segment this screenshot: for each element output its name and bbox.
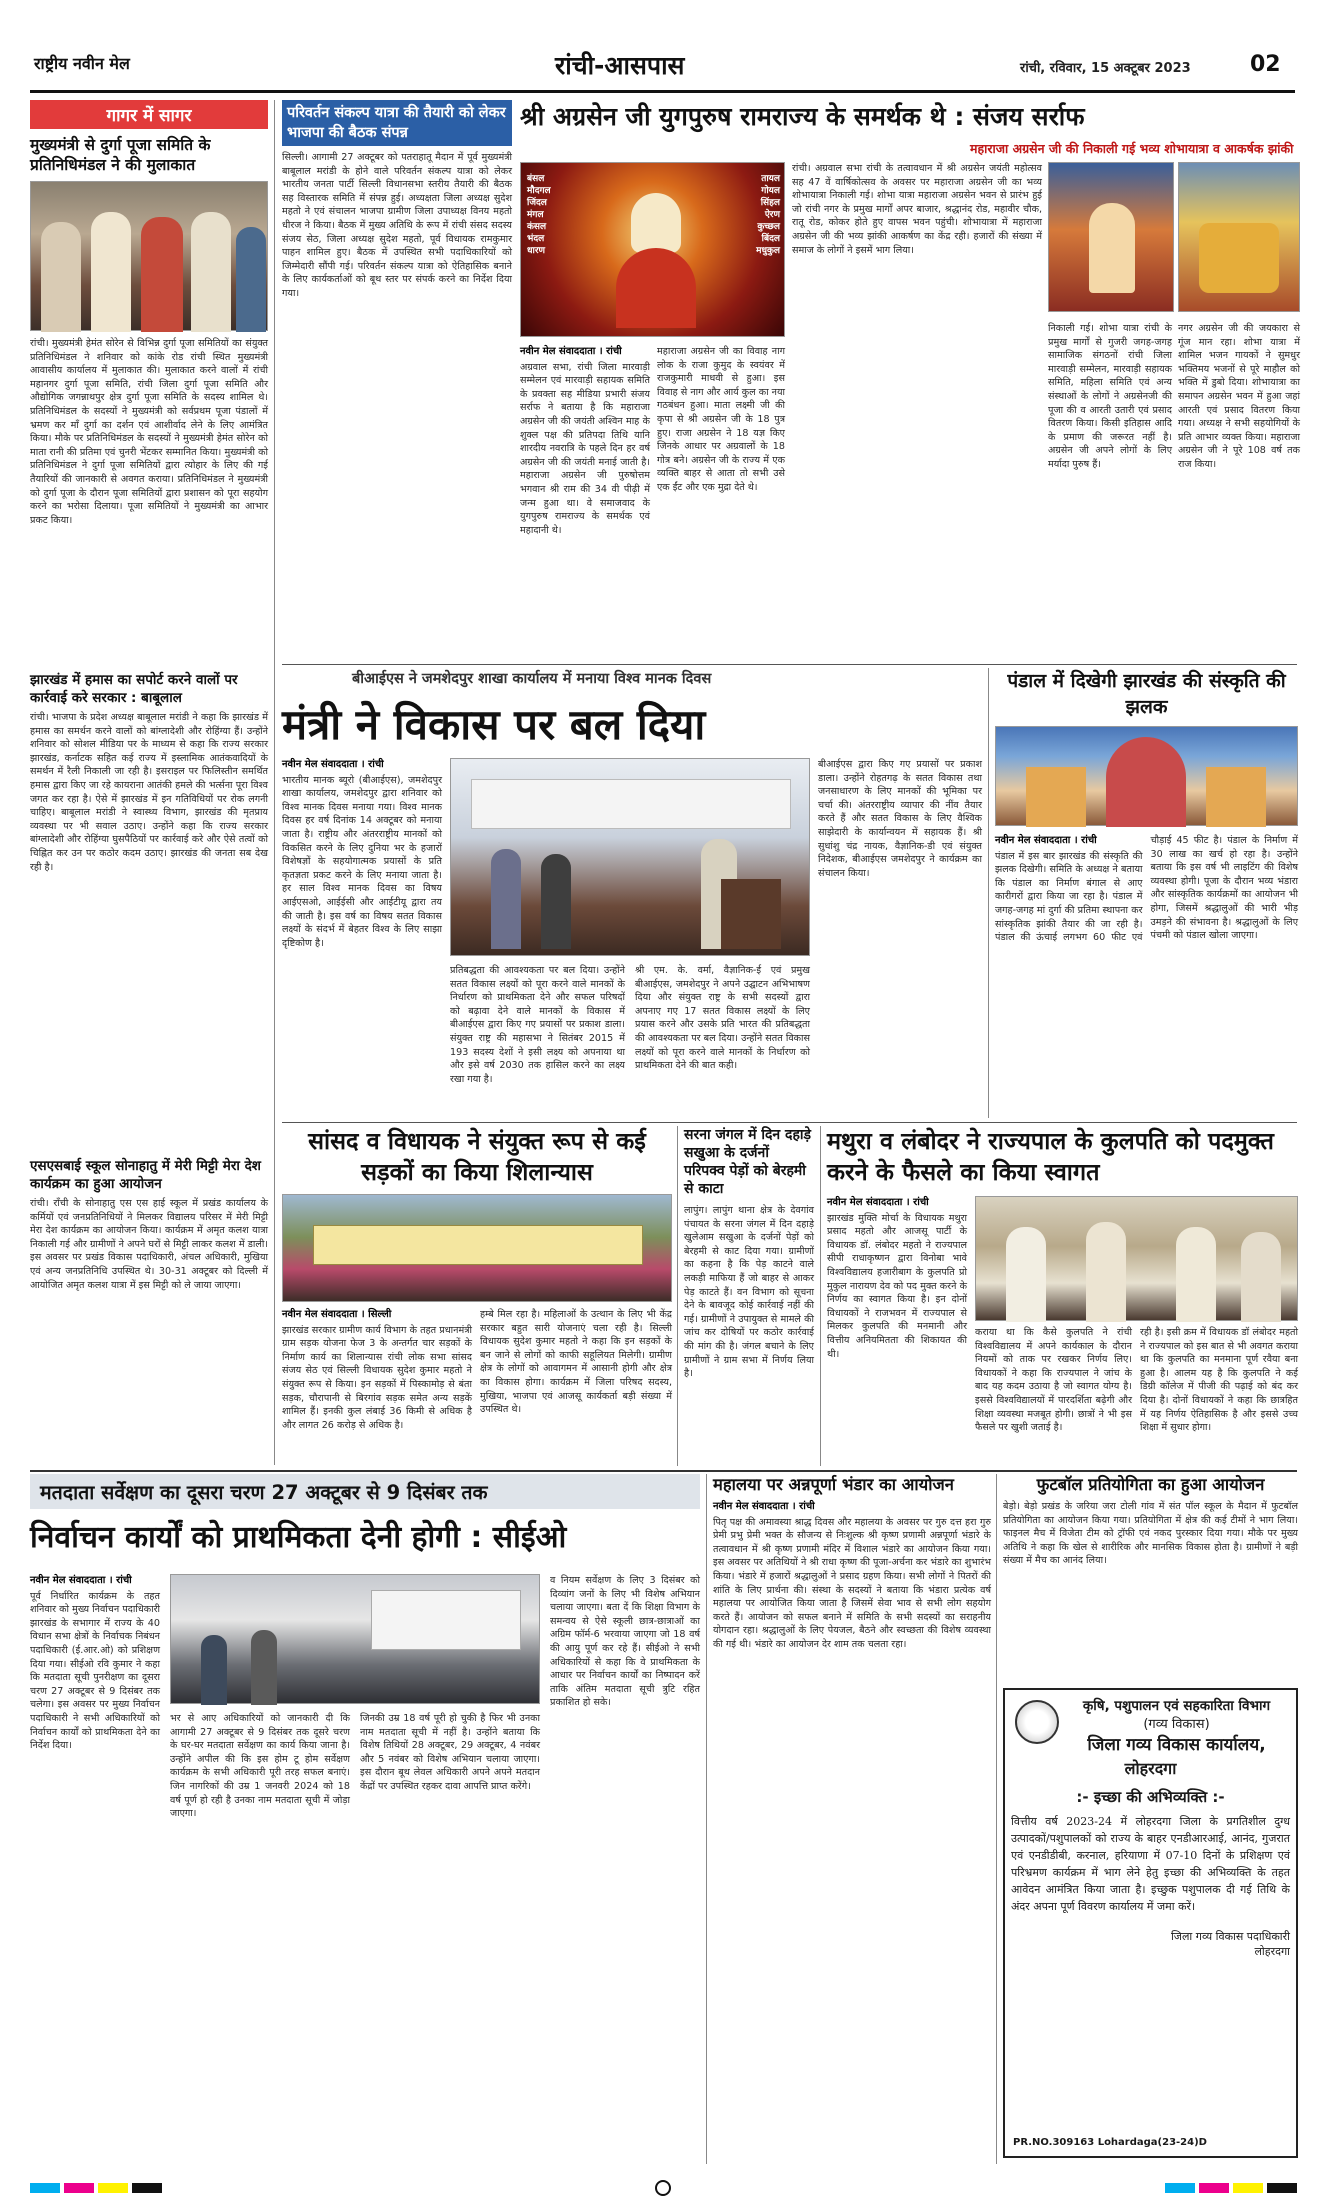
page-number: 02 <box>1250 52 1281 77</box>
registration-mark-icon <box>655 2180 671 2196</box>
matdata-band: मतदाता सर्वेक्षण का दूसरा चरण 27 अक्टूबर से 9 दिसंबर तक <box>30 1474 700 1509</box>
parivartan-story <box>282 100 516 660</box>
annapurna-text <box>713 1500 995 2155</box>
bis-text-3: श्री एम. के. वर्मा, वैज्ञानिक-ई एवं प्रमुख बीआईएस, जमशेदपुर ने अपने उद्घाटन अभिभाषण दिया और संयुक्त राष्ट्र के सभी सदस्यों द्वारा अपनाए गए 17 सतत विकास लक्ष्यों के लिए प्रयास करने और उसके प्रति भारत की प्रतिबद्धता की आवश्यकता पर बल दिया। उन्होंने सतत विकास लक्ष्यों को पूरा करने वाले मानकों के निर्धारण को प्राथमिकता देने की बात कही। <box>635 965 814 1072</box>
annapurna-story <box>713 1474 995 2164</box>
parivartan-headline: परिवर्तन संकल्प यात्रा की तैयारी को लेकर भाजपा की बैठक संपन्न <box>282 100 512 146</box>
agrasen-text-2: महाराजा अग्रसेन जी का विवाह नाग लोक के राजा कुमुद के स्वयंवर में राजकुमारी माधवी से हुआ। इस विवाह से नाग और आर्य कुल का नया गठबंधन हुआ। माता लक्ष्मी जी की कृपा से श्री अग्रसेन जी के 18 पुत्र हुए। राजा अग्रसेन ने 18 यज्ञ किए जिनके आधार पर अग्रवालों के 18 गोत्र बने। अग्रसेन जी के राज्य में एक व्यक्ति बाहर से आता तो सभी उसे एक ईंट और एक मुद्रा देते थे। <box>657 346 789 493</box>
pandal-headline: पंडाल में दिखेगी झारखंड की संस्कृति की झलक <box>1007 670 1286 718</box>
gotra-list-left: बंसल मौदगल जिंदल मंगल कंसल भंदल धारण <box>527 174 551 256</box>
color-registration-strip <box>30 2180 1297 2196</box>
masthead-rule <box>30 90 1295 93</box>
agrasen-idol-photo <box>520 162 785 337</box>
ad-org-3: जिला गव्य विकास कार्यालय, <box>1087 1735 1266 1755</box>
agrasen-headline: श्री अग्रसेन जी युगपुरुष रामराज्य के समर्थक थे : संजय सर्राफ <box>520 102 1085 131</box>
mathura-story <box>827 1126 1302 1466</box>
left-story-2-text: रांची। भाजपा के प्रदेश अध्यक्ष बाबूलाल मरांडी ने कहा कि झारखंड में हमास का समर्थन करने वालों को बांग्लादेशी और रोहिंग्या हैं। उन्होंने शनिवार को सोशल मीडिया पर के माध्यम से कहा कि राज्य सरकार झारखंड, कर्नाटक सहित कई राज्य में इस्लामिक आतंकवादियों के समर्थन में रैली निकाली जा रही है। इसराइल पर फिलिस्तीन समर्थित हमास द्वारा किए जा रहे कायराना आतंकी हमले की भर्त्सना पूरा विश्व जगत कर रहा है। ऐसे में झारखंड में इन गतिविधियों पर रोक लगनी चाहिए। बाबूलाल मरांडी ने स्वास्थ्य विभाग, झारखंड की मृतप्राय व्यवस्था पर भी सवाल उठाए। उन्होंने कहा कि राज्य सरकार बांग्लादेशी और रोहिंग्या घुसपैठियों पर कार्रवाई करे और ऐसे तत्वों को चिह्नित कर उन पर कठोर कदम उठाए। झारखंड की जनता सब देख रही है। <box>30 712 272 873</box>
ad-pr-number: PR.NO.309163 Lohardaga(23-24)D <box>1013 2137 1207 2148</box>
left-column <box>30 100 272 1470</box>
bis-story <box>282 668 986 1118</box>
saranda-story <box>684 1126 818 1466</box>
cm-meeting-photo <box>30 181 268 331</box>
top-section-rule <box>282 664 1297 665</box>
pandal-credit: नवीन मेल संवाददाता । रांची <box>995 835 1097 846</box>
left-headline-1: मुख्यमंत्री से दुर्गा पूजा समिति के प्रतिनिधिमंडल ने की मुलाकात <box>30 136 211 174</box>
agrasen-text-1 <box>520 345 654 655</box>
agrasen-credit: नवीन मेल संवाददाता । रांची <box>520 346 622 357</box>
football-story <box>1003 1474 1302 1679</box>
sansad-headline: सांसद व विधायक ने संयुक्त रूप से कई सड़कों का किया शिलान्यास <box>308 1127 646 1186</box>
gagar-band: गागर में सागर <box>30 100 268 129</box>
ad-sign-1: जिला गव्य विकास पदाधिकारी <box>1170 1930 1290 1943</box>
dateline: रांची, रविवार, 15 अक्टूबर 2023 <box>1020 61 1191 76</box>
mathura-paragraph-1: झारखंड मुक्ति मोर्चा के विधायक मथुरा प्रसाद महतो और आजसू पार्टी के विधायक डॉ. लंबोदर महतो ने राज्यपाल सीपी राधाकृष्णन द्वारा विनोबा भावे विश्वविद्यालय हजारीबाग के कुलपति प्रो मुकुल नारायण देव को पद मुक्त करने के निर्णय का स्वागत किया है। इन दोनों विधायकों ने राजभवन में राज्यपाल से मिलकर कुलपति की मनमानी और वित्तीय अनियमितता की शिकायत की थी। <box>827 1212 971 1360</box>
saranda-divider <box>677 1126 678 1466</box>
mathura-headline: मथुरा व लंबोदर ने राज्यपाल के कुलपति को पदमुक्त करने के फैसले का किया स्वागत <box>827 1127 1274 1186</box>
pandal-paragraph: पंडाल में इस बार झारखंड की संस्कृति की झलक दिखेगी। समिति के अध्यक्ष ने बताया कि पंडाल का निर्माण बंगाल से आए कारीगरों द्वारा किया जा रहा है। पंडाल में जगह-जगह मां दुर्गा की प्रतिमा स्थापना कर सांस्कृतिक झांकी तैयार की जा रही है। पंडाल की ऊंचाई लगभग 60 फीट एवं चौड़ाई 45 फीट है। पंडाल के निर्माण में 30 लाख का खर्च हो रहा है। उन्होंने बताया कि इस वर्ष भी लाइटिंग की विशेष व्यवस्था होगी। पूजा के दौरान भव्य भंडारा और सांस्कृतिक कार्यक्रमों का आयोजन भी होगा, जिसमें श्रद्धालुओं की भारी भीड़ उमड़ने की संभावना है। श्रद्धालुओं के लिए पंचमी को पंडाल खोला जाएगा। <box>995 835 1302 944</box>
agrasen-story <box>520 100 1304 660</box>
pandal-divider <box>988 668 989 1118</box>
matdata-headline: निर्वाचन कार्यों को प्राथमिकता देनी होगी : सीईओ <box>30 1520 567 1555</box>
bis-kicker: बीआईएस ने जमशेदपुर शाखा कार्यालय में मनाया विश्व मानक दिवस <box>352 671 712 687</box>
pandal-photo <box>995 726 1298 826</box>
procession-photo-2 <box>1178 162 1300 312</box>
annapurna-divider <box>706 1474 707 2164</box>
ad-emblem-icon <box>1015 1700 1059 1744</box>
procession-photo-1 <box>1048 162 1174 312</box>
newspaper-logo: राष्ट्रीय नवीन मेल <box>34 54 130 73</box>
mathura-text-2: कराया था कि कैसे कुलपति ने रांची विश्वविद्यालय में अपने कार्यकाल के दौरान नियमों को ताक पर रखकर निर्णय लिए। विधायकों ने कहा कि राज्यपाल ने जांच के बाद यह कदम उठाया है जो स्वागत योग्य है। इससे विश्वविद्यालयों में पारदर्शिता बढ़ेगी और शिक्षा व्यवस्था मजबूत होगी। छात्रों ने भी इस फैसले पर खुशी जताई है। <box>975 1327 1136 1434</box>
matdata-text-3: जिनकी उम्र 18 वर्ष पूरी हो चुकी है फिर भी उनका नाम मतदाता सूची में नहीं है। उन्होंने बताया कि विशेष तिथियों 28 अक्टूबर, 29 अक्टूबर, 4 नवंबर और 5 नवंबर को विशेष अभियान चलाया जाएगा। इस दौरान बूथ लेवल अधिकारी अपने अपने मतदान केंद्रों पर उपस्थित रहकर दावा आपत्ति प्राप्त करेंगे। <box>360 1713 544 1792</box>
matdata-text-2: भर से आए अधिकारियों को जानकारी दी कि आगामी 27 अक्टूबर से 9 दिसंबर तक दूसरे चरण के घर-घर मतदाता सर्वेक्षण का कार्य किया जाना है। उन्होंने अपील की कि इस होम टू होम सर्वेक्षण कार्यक्रम के सभी अधिकारी पूरी तरह सफल बनाएं। जिन नागरिकों की उम्र 1 जनवरी 2024 को 18 वर्ष पूर्ण हो रही है उनका नाम मतदाता सूची में जोड़ा जाएगा। <box>170 1713 354 1820</box>
matdata-credit: नवीन मेल संवाददाता । रांची <box>30 1575 132 1586</box>
ad-title: :- इच्छा की अभिव्यक्ति :- <box>1076 1788 1225 1806</box>
bis-paragraph-1: भारतीय मानक ब्यूरो (बीआईएस), जमशेदपुर शाखा कार्यालय, जमशेदपुर द्वारा शनिवार को विश्व मानक दिवस मनाया गया। विश्व मानक दिवस हर वर्ष दिनांक 14 अक्टूबर को मनाया जाता है। राष्ट्रीय और अंतरराष्ट्रीय मानकों को विकसित करने के लिए दुनिया भर के हजारों विशेषज्ञों के सहयोगात्मक प्रयासों के प्रति कृतज्ञता प्रकट करने के लिए मनाया जाता है। हर साल विश्व मानक दिवस का विषय आईएसओ, आईईसी और आईटीयू द्वारा तय की जाती है। इस वर्ष का विषय सतत विकास लक्ष्यों के संदर्भ में बेहतर विश्व के लिए साझा दृष्टिकोण है। <box>282 774 446 949</box>
bis-text-2: प्रतिबद्धता की आवश्यकता पर बल दिया। उन्होंने सतत विकास लक्ष्यों को पूरा करने वाले मानकों के निर्धारण को प्राथमिकता देने और सफल परिषदों को बढ़ावा देने वाले मानकों के विकास में बीआईएस द्वारा किए गए प्रयासों पर प्रकाश डाला। संयुक्त राष्ट्र की महासभा ने सितंबर 2015 में 193 सदस्य देशों ने इसी लक्ष्य को अपनाया था और इसे वर्ष 2030 तक हासिल करने का लक्ष्य रखा गया है। <box>450 965 629 1085</box>
bis-text-4: बीआईएस द्वारा किए गए प्रयासों पर प्रकाश डाला। उन्होंने रोहतगढ़ के सतत विकास तथा जनसाधारण के लिए मानकों की भूमिका पर चर्चा की। अंतरराष्ट्रीय व्यापार की नींव तैयार करते हैं और सतत विकास के लिए वैश्विक साझेदारी के कार्यान्वयन में सहायक हैं। श्री सुधांशु चंद्र नायक, वैज्ञानिक-डी एवं संयुक्त निदेशक, बीआईएस जमशेदपुर ने कार्यक्रम का संचालन किया। <box>818 759 986 879</box>
pandal-text <box>995 834 1302 1114</box>
bottom-section-rule <box>30 1470 1297 1472</box>
ad-sign-2: लोहरदगा <box>1254 1945 1290 1958</box>
sansad-text-1 <box>282 1308 476 1463</box>
dairy-ad <box>1003 1688 1298 2158</box>
gotra-list-right: तायल गोयल सिंहल ऐरण कुच्छल बिंदल मधुकुल <box>756 174 780 256</box>
left-column-divider <box>274 100 275 1465</box>
left-headline-2: झारखंड में हमास का सपोर्ट करने वालों पर कार्रवाई करे सरकार : बाबूलाल <box>30 672 238 706</box>
agrasen-text-3: रांची। अग्रवाल सभा रांची के तत्वावधान में श्री अग्रसेन जयंती महोत्सव सह 47 वें वार्षिकोत्सव के अवसर पर महाराजा अग्रसेन जी का भव्य शोभायात्रा निकाली गई। शोभा यात्रा महाराजा अग्रसेन भवन से प्रारंभ हुई जो रांची नगर के प्रमुख मार्गों अपर बाजार, श्रद्धानंद रोड, महावीर चौक, रातू रोड, कोकर होते हुए वापस भवन पहुंची। शोभायात्रा में महाराजा अग्रसेन जी की भव्य झांकी आकर्षण का केंद्र रही। हजारों की संख्या में समाज के लोगों ने इसमें भाग लिया। <box>792 163 1046 256</box>
agrasen-text-4: निकाली गई। शोभा यात्रा रांची के प्रमुख मार्गों से गुजरी जगह-जगह सामाजिक संगठनों रांची जिला मारवाड़ी सम्मेलन, मारवाड़ी सहायक समिति, महिला समिति एवं अन्य संस्थाओं के लोगों ने अग्रसेनजी की पूजा की व आरती उतारी एवं प्रसाद वितरण किया। किसी इतिहास आदि के प्रमाण की जरूरत नहीं है। अग्रसेन जी अपने लोगों के लिए मर्यादा पुरुष हैं। <box>1048 323 1176 470</box>
bis-headline: मंत्री ने विकास पर बल दिया <box>282 700 706 749</box>
annapurna-headline: महालया पर अन्नपूर्णा भंडार का आयोजन <box>713 1475 954 1494</box>
agrasen-subhead: महाराजा अग्रसेन जी की निकाली गई भव्य शोभायात्रा व आकर्षक झांकी <box>970 141 1294 156</box>
parivartan-text: सिल्ली। आगामी 27 अक्टूबर को पतराहातू मैदान में पूर्व मुख्यमंत्री बाबूलाल मरांडी के होने वाले परिवर्तन संकल्प यात्रा को लेकर भारतीय जनता पार्टी सिल्ली विधानसभा स्तरीय तैयारी की बैठक सह विस्तारक समिति में संपन्न हुई। अध्यक्षता जिला अध्यक्ष सुदेश महतो ने एवं संचालन भाजपा ग्रामीण जिला उपाध्यक्ष विनय महतो धीरज ने किया। बैठक में मुख्य अतिथि के रूप में रांची संसद सदस्य संजय सेठ, जिला अध्यक्ष सुदेश महतो, पूर्व विधायक रामकुमार पाहन शामिल हुए। बैठक में उपस्थित सभी पदाधिकारियों को जिम्मेदारी सौंपी गई। परिवर्तन संकल्प यात्रा को ऐतिहासिक बनाने के लिए कार्यकर्ताओं को बूथ स्तर पर संपर्क करने का निर्देश दिया गया। <box>282 152 516 299</box>
ad-org-2: (गव्य विकास) <box>1143 1717 1210 1732</box>
agrasen-paragraph-1: अग्रवाल सभा, रांची जिला मारवाड़ी सम्मेलन एवं मारवाड़ी सहायक समिति के प्रवक्ता सह मीडिया प्रभारी संजय सर्राफ ने बताया है कि महाराजा अग्रसेन जी की जयंती अश्विन माह के शुक्ल पक्ष की प्रतिपदा तिथि यानि शारदीय नवरात्रि के पहले दिन हर वर्ष अग्रसेन जी की जयंती मनाई जाती है। महाराजा अग्रसेन जी पुरुषोत्तम भगवान श्री राम की 34 वी पीढ़ी में जन्म हुआ था। वे समाजवाद के युगपुरुष रामराज्य के समर्थक एवं महादानी थे। <box>520 361 654 536</box>
mathura-text-1 <box>827 1196 971 1464</box>
mathura-divider <box>820 1126 821 1466</box>
annapurna-credit: नवीन मेल संवाददाता । रांची <box>713 1501 815 1512</box>
road-foundation-photo <box>282 1194 672 1302</box>
bis-text-1 <box>282 758 446 1108</box>
masthead <box>0 0 1325 96</box>
ceo-training-photo <box>170 1574 540 1704</box>
left-story-1-text: रांची। मुख्यमंत्री हेमंत सोरेन से विभिन्न दुर्गा पूजा समितियों का संयुक्त प्रतिनिधिमंडल ने शनिवार को कांके रोड रांची स्थित मुख्यमंत्री आवासीय कार्यालय में मुलाकात की। मुलाकात करने वालों में रांची महानगर दुर्गा पूजा समिति, रांची जिला दुर्गा पूजा समिति और औद्योगिक जगन्नाथपुर क्षेत्र दुर्गा पूजा समिति के सदस्य शामिल थे। प्रतिनिधिमंडल के सदस्यों ने मुख्यमंत्री को सर्वप्रथम पूजा पंडालों में भ्रमण कर माँ दुर्गा का दर्शन एवं आशीर्वाद लेने के लिए आमंत्रित किया। मौके पर प्रतिनिधिमंडल के सदस्यों ने मुख्यमंत्री हेमंत सोरेन को माता रानी की प्रतिमा एवं चुनरी भेंटकर सम्मानित किया। मुख्यमंत्री को प्रतिनिधिमंडल ने दुर्गा पूजा समितियों द्वारा त्योहार के लिए की गई तैयारियों की जानकारी से अवगत कराया। प्रतिनिधिमंडल ने मुख्यमंत्री को दुर्गा पूजा के दौरान पूजा समितियों द्वारा प्रशासन को पूरा सहयोग करने का भरोसा दिलाया। पूजा समितियों ने मुख्यमंत्री का आभार प्रकट किया। <box>30 338 272 526</box>
bis-event-photo <box>450 758 810 956</box>
pandal-story <box>995 668 1302 1118</box>
matdata-story <box>30 1474 704 2164</box>
ad-org-1: कृषि, पशुपालन एवं सहकारिता विभाग <box>1082 1698 1271 1714</box>
mathura-text-3: रही है। इसी क्रम में विधायक डॉ लंबोदर महतो ने राज्यपाल को इस बात से भी अवगत कराया था कि कुलपति का मनमाना पूर्ण रवैया बना हुआ है। आलम यह है कि कुलपति ने कई डिग्री कॉलेज में पीजी की पढ़ाई को बंद कर दिया है। दोनों विधायकों ने कहा कि छात्रहित में यह निर्णय ऐतिहासिक है और इससे उच्च शिक्षा में सुधार होगा। <box>1140 1327 1302 1434</box>
bis-credit: नवीन मेल संवाददाता । रांची <box>282 759 384 770</box>
football-headline: फुटबॉल प्रतियोगिता का हुआ आयोजन <box>1036 1475 1265 1494</box>
ad-org-4: लोहरदगा <box>1124 1759 1177 1778</box>
saranda-headline: सरना जंगल में दिन दहाड़े सखुआ के दर्जनों परिपक्व पेड़ों को बेरहमी से काटा <box>684 1127 812 1197</box>
matdata-text-1 <box>30 1574 164 2159</box>
left-headline-3: एसएसबाई स्कूल सोनाहातु में मेरी मिट्टी मेरा देश कार्यक्रम का हुआ आयोजन <box>30 1158 261 1192</box>
mid-section-rule <box>282 1122 1297 1123</box>
annapurna-paragraph: पितृ पक्ष की अमावस्या श्राद्ध दिवस और महालया के अवसर पर गुरु दत्त हरा गुरु प्रेमी प्रभु प्रेमी भक्त के सौजन्य से निःशुल्क श्री कृष्ण प्रणामी अन्नपूर्णा भंडारे के तत्वावधान में श्री कृष्ण प्रणामी मंदिर में विशाल भंडारे का आयोजन किया गया। इस अवसर पर अतिथियों ने श्री राधा कृष्ण की पूजा-अर्चना कर भंडारे का शुभारंभ किया। भंडारे में हजारों श्रद्धालुओं ने प्रसाद ग्रहण किया। सभी लोगों ने पितरों की शांति के लिए प्रार्थना की। संस्था के सदस्यों ने बताया कि भंडारा प्रत्येक वर्ष महालया पर आयोजित किया जाता है जिसमें सेवा भाव से सभी लोग सहयोग करते हैं। आयोजन को सफल बनाने में समिति के सभी सदस्यों का सराहनीय योगदान रहा। श्रद्धालुओं के लिए पेयजल, बैठने और स्वच्छता की विशेष व्यवस्था की गई थी। भंडारे का आयोजन देर शाम तक चलता रहा। <box>713 1516 995 1650</box>
saranda-text: लापुंग। लापुंग थाना क्षेत्र के देवगांव पंचायत के सरना जंगल में दिन दहाड़े खुलेआम सखुआ के दर्जनों पेड़ों को बेरहमी से काट दिया गया। ग्रामीणों का कहना है कि पेड़ काटने वाले लकड़ी माफिया हैं जो बाहर से आकर पेड़ काटते हैं। वन विभाग को सूचना देने के बावजूद कोई कार्रवाई नहीं की गई। ग्रामीणों ने उपायुक्त से मामले की जांच कर दोषियों पर कठोर कार्रवाई की मांग की है। जंगल बचाने के लिए ग्रामीणों ने ग्राम सभा में निर्णय लिया है। <box>684 1205 818 1380</box>
sansad-paragraph-1: झारखंड सरकार ग्रामीण कार्य विभाग के तहत प्रधानमंत्री ग्राम सड़क योजना फेज 3 के अन्तर्गत चार सड़कों के निर्माण कार्य का शिलान्यास रांची लोक सभा सांसद संजय सेठ एवं सिल्ली विधायक सुदेश कुमार महतो ने संयुक्त रूप से किया। इन सड़कों में पिस्कामोड़ से बंता सड़क, चौरापानी से बिरगांव सड़क समेत अन्य सड़कें शामिल हैं। इनकी कुल लंबाई 36 किमी से अधिक है और लागत 26 करोड़ से अधिक है। <box>282 1324 476 1431</box>
ad-body: वित्तीय वर्ष 2023-24 में लोहरदगा जिला के प्रगतिशील दुग्ध उत्पादकों/पशुपालकों को राज्य के बाहर एनडीआरआई, आनंद, गुजरात एवं एनडीडीबी, करनाल, हरियाणा में 07-10 दिनों के प्रशिक्षण एवं परिभ्रमण कार्यक्रम में भाग लेने हेतु इच्छा की अभिव्यक्ति के तहत आवेदन आमंत्रित किया जाता है। इच्छुक पशुपालक दी गई तिथि के अंदर अपना पूर्ण विवरण कार्यालय में जमा करें। <box>1011 1815 1290 1913</box>
governor-meeting-photo <box>975 1196 1298 1321</box>
agrasen-text-5: नगर अग्रसेन जी की जयकारा से गूंज मान रहा। शोभा यात्रा में शामिल भजन गायकों ने सुमधुर भक्तिमय भजनों से पूरे माहौल को भक्ति में डुबो दिया। शोभायात्रा का समापन अग्रसेन भवन में हुआ जहां आरती एवं प्रसाद वितरण किया गया। अध्यक्ष ने सभी सहयोगियों के प्रति आभार व्यक्त किया। महाराजा अग्रसेन जी ने पूरे 108 वर्ष तक राज किया। <box>1178 323 1304 470</box>
sansad-story <box>282 1126 676 1466</box>
football-text: बेड़ो। बेड़ो प्रखंड के जरिया जरा टोली गांव में संत पॉल स्कूल के मैदान में फुटबॉल प्रतियोगिता का आयोजन किया गया। प्रतियोगिता में क्षेत्र की कई टीमों ने भाग लिया। फाइनल मैच में विजेता टीम को ट्रॉफी एवं नकद पुरस्कार दिया गया। मौके पर मुख्य अतिथि ने कहा कि खेल से शारीरिक और मानसिक विकास होता है। ग्रामीणों ने बड़ी संख्या में मैच का आनंद लिया। <box>1003 1501 1302 1567</box>
matdata-text-4: व नियम सर्वेक्षण के लिए 3 दिसंबर को दिव्यांग जनों के लिए भी विशेष अभियान चलाया जाएगा। बता दें कि शिक्षा विभाग के समन्वय से ऐसे स्कूली छात्र-छात्राओं का अग्रिम फॉर्म-6 भरवाया जाएगा जो 18 वर्ष की आयु पूर्ण कर रहे हैं। सीईओ ने सभी अधिकारियों से कहा कि वे प्राथमिकता के आधार पर निर्वाचन कार्यों का निष्पादन करें ताकि अंतिम मतदाता सूची त्रुटि रहित प्रकाशित हो सके। <box>550 1575 704 1709</box>
section-title: रांची-आसपास <box>555 51 685 80</box>
matdata-paragraph-1: पूर्व निर्धारित कार्यक्रम के तहत शनिवार को मुख्य निर्वाचन पदाधिकारी झारखंड के सभागार में राज्य के 40 विधान सभा क्षेत्रों के निर्वाचक निबंधन पदाधिकारी (ई.आर.ओ) को प्रशिक्षण दिया गया। सीईओ रवि कुमार ने कहा कि मतदाता सूची पुनरीक्षण का दूसरा चरण 27 अक्टूबर से 9 दिसंबर तक चलेगा। इस अवसर पर मुख्य निर्वाचन पदाधिकारी ने सभी अधिकारियों को निर्वाचन कार्यों को प्राथमिकता देने का निर्देश दिया। <box>30 1590 164 1752</box>
mathura-credit: नवीन मेल संवाददाता । रांची <box>827 1197 929 1208</box>
sansad-text-2: हम्बे मिल रहा है। महिलाओं के उत्थान के लिए भी केंद्र सरकार बहुत सारी योजनाएं चला रही है। सिल्ली विधायक सुदेश कुमार महतो ने कहा कि इन सड़कों के बन जाने से लोगों को काफी सहूलियत मिलेगी। ग्रामीण क्षेत्र के लोगों को आवागमन में आसानी होगी और क्षेत्र का विकास होगा। कार्यक्रम में जिला परिषद सदस्य, मुखिया, भाजपा एवं आजसू कार्यकर्ता बड़ी संख्या में उपस्थित थे। <box>480 1309 676 1416</box>
sansad-credit: नवीन मेल संवाददाता । सिल्ली <box>282 1309 392 1320</box>
football-divider <box>996 1474 997 2164</box>
left-story-3-text: रांची। राँची के सोनाहातु एस एस हाई स्कूल में प्रखंड कार्यालय के कर्मियों एवं जनप्रतिनिधियों ने मिलकर विद्यालय परिसर में मेरी मिट्टी मेरा देश कार्यक्रम का आयोजन किया। कार्यक्रम में अमृत कलश यात्रा निकाली गई और ग्रामीणों ने अपने घरों से मिट्टी लाकर कलश में डाली। इस अवसर पर प्रखंड विकास पदाधिकारी, अंचल अधिकारी, मुखिया एवं अन्य जनप्रतिनिधि उपस्थित थे। 30-31 अक्टूबर को दिल्ली में आयोजित अमृत कलश यात्रा में इस मिट्टी को ले जाया जाएगा। <box>30 1198 272 1291</box>
